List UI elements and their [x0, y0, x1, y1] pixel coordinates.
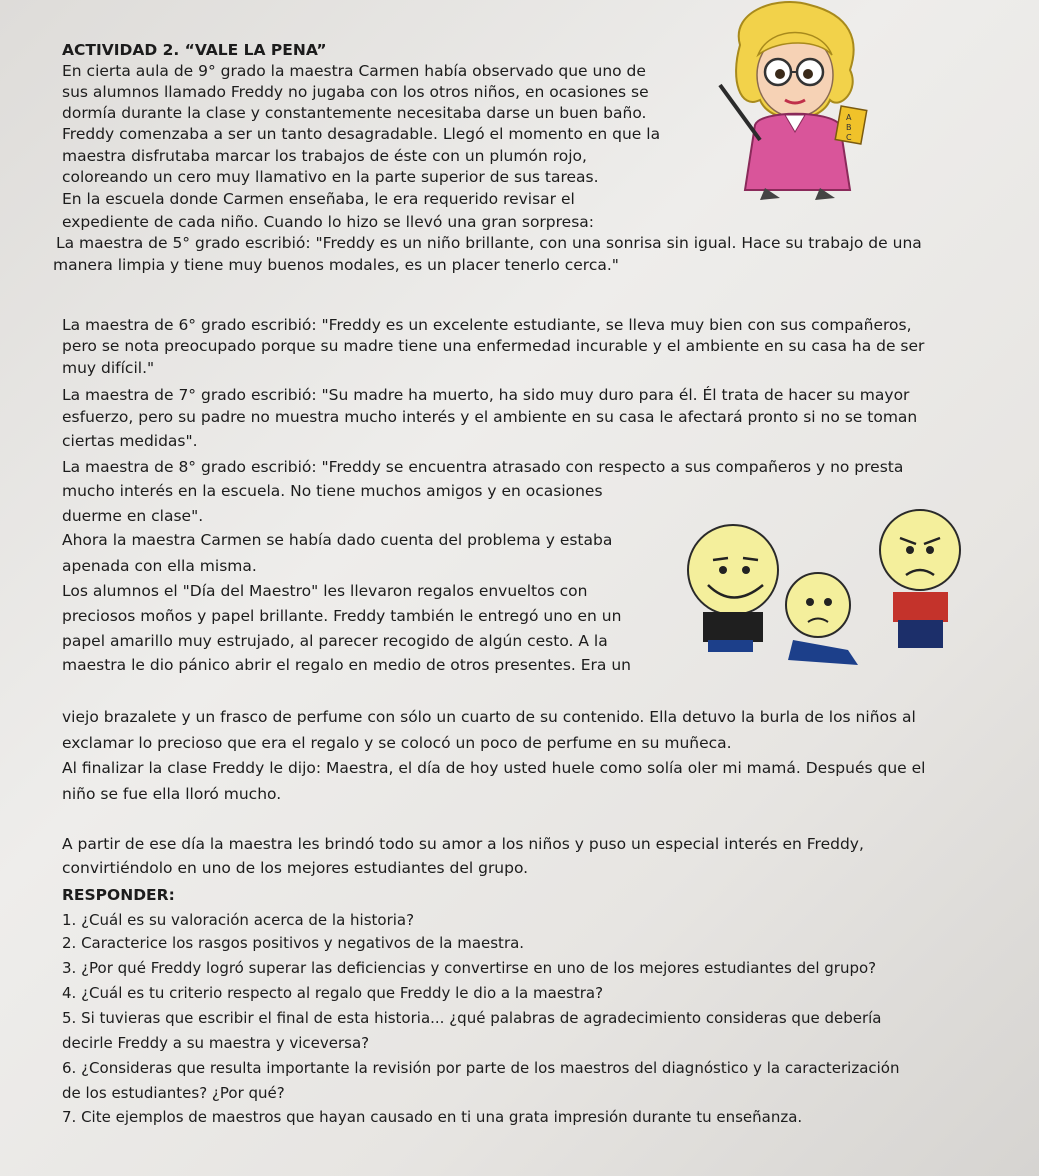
children-illustration — [668, 500, 968, 672]
paragraph-line: esfuerzo, pero su padre no muestra mucho interés y el ambiente en su casa le afectará pronto si no se toman — [62, 408, 918, 426]
question-item: 6. ¿Consideras que resulta importante la revisión por parte de los maestros del diagnóstico y la caracterización — [62, 1059, 900, 1077]
paragraph-line: apenada con ella misma. — [62, 557, 257, 575]
question-item: decirle Freddy a su maestra y viceversa? — [62, 1034, 370, 1052]
paragraph-line: manera limpia y tiene muy buenos modales, es un placer tenerlo cerca." — [53, 256, 619, 274]
activity-title: ACTIVIDAD 2. “VALE LA PENA” — [62, 41, 327, 59]
paragraph-line: sus alumnos llamado Freddy no jugaba con los otros niños, en ocasiones se — [62, 83, 649, 101]
paragraph-line: Los alumnos el "Día del Maestro" les llevaron regalos envueltos con — [62, 582, 588, 600]
question-item: 3. ¿Por qué Freddy logró superar las deficiencias y convertirse en uno de los mejores estudiantes del grupo? — [62, 959, 877, 977]
paragraph-line: ciertas medidas". — [62, 432, 198, 450]
svg-text:A: A — [846, 113, 852, 122]
paragraph-line: maestra le dio pánico abrir el regalo en medio de otros presentes. Era un — [62, 656, 631, 674]
paragraph-line: muy difícil." — [62, 359, 155, 377]
paragraph-line: A partir de ese día la maestra les brindó todo su amor a los niños y puso un especial interés en Freddy, — [62, 835, 864, 853]
svg-text:B: B — [846, 123, 852, 132]
paragraph-line: convirtiéndolo en uno de los mejores estudiantes del grupo. — [62, 859, 529, 877]
paragraph-line: coloreando un cero muy llamativo en la parte superior de sus tareas. — [62, 168, 599, 186]
question-item: 5. Si tuvieras que escribir el final de esta historia... ¿qué palabras de agradecimiento consideras que debería — [62, 1009, 882, 1027]
paragraph-line: expediente de cada niño. Cuando lo hizo se llevó una gran sorpresa: — [62, 213, 595, 231]
paragraph-line: La maestra de 6° grado escribió: "Freddy es un excelente estudiante, se lleva muy bien con sus compañeros, — [62, 316, 912, 334]
question-item: de los estudiantes? ¿Por qué? — [62, 1084, 285, 1102]
respond-heading: RESPONDER: — [62, 886, 175, 904]
paragraph-line: La maestra de 8° grado escribió: "Freddy se encuentra atrasado con respecto a sus compañeros y no presta — [62, 458, 904, 476]
paragraph-line: niño se fue ella lloró mucho. — [62, 785, 282, 803]
paragraph-line: La maestra de 7° grado escribió: "Su madre ha muerto, ha sido muy duro para él. Él trata de hacer su mayor — [62, 386, 910, 404]
paragraph-line: mucho interés en la escuela. No tiene muchos amigos y en ocasiones — [62, 482, 603, 500]
question-item: 7. Cite ejemplos de maestros que hayan causado en ti una grata impresión durante tu enseñanza. — [62, 1108, 803, 1126]
teacher-illustration — [700, 0, 895, 205]
paragraph-line: Freddy comenzaba a ser un tanto desagradable. Llegó el momento en que la — [62, 125, 661, 143]
paragraph-line: preciosos moños y papel brillante. Freddy también le entregó uno en un — [62, 607, 622, 625]
paragraph-line: exclamar lo precioso que era el regalo y se colocó un poco de perfume en su muñeca. — [62, 734, 732, 752]
question-item: 1. ¿Cuál es su valoración acerca de la historia? — [62, 911, 415, 929]
paragraph-line: pero se nota preocupado porque su madre tiene una enfermedad incurable y el ambiente en su casa ha de ser — [62, 337, 925, 355]
paragraph-line: dormía durante la clase y constantemente necesitaba darse un buen baño. — [62, 104, 647, 122]
question-item: 2. Caracterice los rasgos positivos y negativos de la maestra. — [62, 934, 525, 952]
paragraph-line: Al finalizar la clase Freddy le dijo: Maestra, el día de hoy usted huele como solía oler mi mamá. Después que el — [62, 759, 926, 777]
paragraph-line: maestra disfrutaba marcar los trabajos de éste con un plumón rojo, — [62, 147, 587, 165]
paragraph-line: viejo brazalete y un frasco de perfume con sólo un cuarto de su contenido. Ella detuvo la burla de los niños al — [62, 708, 916, 726]
paragraph-line: En la escuela donde Carmen enseñaba, le era requerido revisar el — [62, 190, 575, 208]
paragraph-line: papel amarillo muy estrujado, al parecer recogido de algún cesto. A la — [62, 632, 608, 650]
question-item: 4. ¿Cuál es tu criterio respecto al regalo que Freddy le dio a la maestra? — [62, 984, 604, 1002]
paragraph-line: La maestra de 5° grado escribió: "Freddy es un niño brillante, con una sonrisa sin igual. Hace su trabajo de una — [56, 234, 922, 252]
svg-text:C: C — [846, 133, 852, 142]
paragraph-line: Ahora la maestra Carmen se había dado cuenta del problema y estaba — [62, 531, 613, 549]
paragraph-line: duerme en clase". — [62, 507, 204, 525]
paragraph-line: En cierta aula de 9° grado la maestra Carmen había observado que uno de — [62, 62, 646, 80]
